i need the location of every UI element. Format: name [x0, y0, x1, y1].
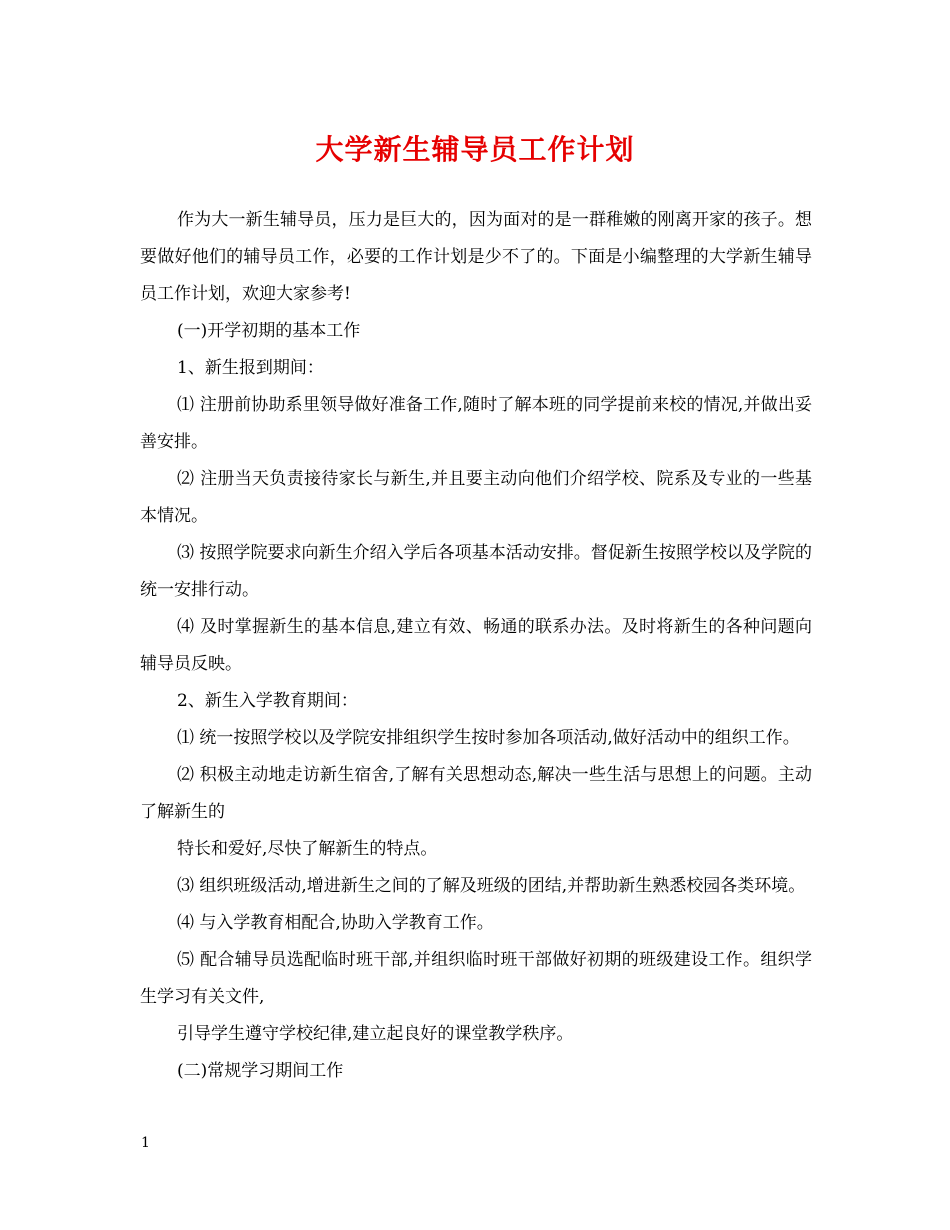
list-item: ⑶ 组织班级活动,增进新生之间的了解及班级的团结,并帮助新生熟悉校园各类环境。	[177, 876, 806, 896]
list-item: ⑷ 及时掌握新生的基本信息,建立有效、畅通的联系办法。及时将新生的各种问题向辅导员反映。	[140, 617, 812, 674]
subsection-heading-2: 2、新生入学教育期间：	[177, 691, 358, 711]
list-item: ⑷ 与入学教育相配合,协助入学教育工作。	[177, 913, 494, 933]
list-item: ⑴ 统一按照学校以及学院安排组织学生按时参加各项活动,做好活动中的组织工作。	[177, 728, 800, 748]
list-item-continuation: 引导学生遵守学校纪律,建立起良好的课堂教学秩序。	[177, 1024, 574, 1044]
page-number: 1	[141, 1135, 150, 1151]
list-item: ⑵ 积极主动地走访新生宿舍,了解有关思想动态,解决一些生活与思想上的问题。主动了解新生的	[140, 765, 812, 822]
list-item: ⑴ 注册前协助系里领导做好准备工作,随时了解本班的同学提前来校的情况,并做出妥善安排。	[140, 395, 812, 452]
list-item: ⑵ 注册当天负责接待家长与新生,并且要主动向他们介绍学校、院系及专业的一些基本情况。	[140, 469, 812, 526]
document-title: 大学新生辅导员工作计划	[315, 133, 635, 166]
list-item: ⑸ 配合辅导员选配临时班干部,并组织临时班干部做好初期的班级建设工作。组织学生学习有关文件,	[140, 950, 812, 1007]
list-item-continuation: 特长和爱好,尽快了解新生的特点。	[177, 839, 438, 859]
section-heading-2: (二)常规学习期间工作	[177, 1061, 344, 1081]
document-body	[140, 202, 812, 1090]
paragraph-intro: 作为大一新生辅导员，压力是巨大的，因为面对的是一群稚嫩的刚离开家的孩子。想要做好他们的辅导员工作，必要的工作计划是少不了的。下面是小编整理的大学新生辅导员工作计划，欢迎大家参考!	[140, 210, 812, 304]
list-item: ⑶ 按照学院要求向新生介绍入学后各项基本活动安排。督促新生按照学校以及学院的统一安排行动。	[140, 543, 812, 600]
subsection-heading-1: 1、新生报到期间：	[177, 358, 324, 378]
section-heading-1: (一)开学初期的基本工作	[177, 321, 361, 341]
